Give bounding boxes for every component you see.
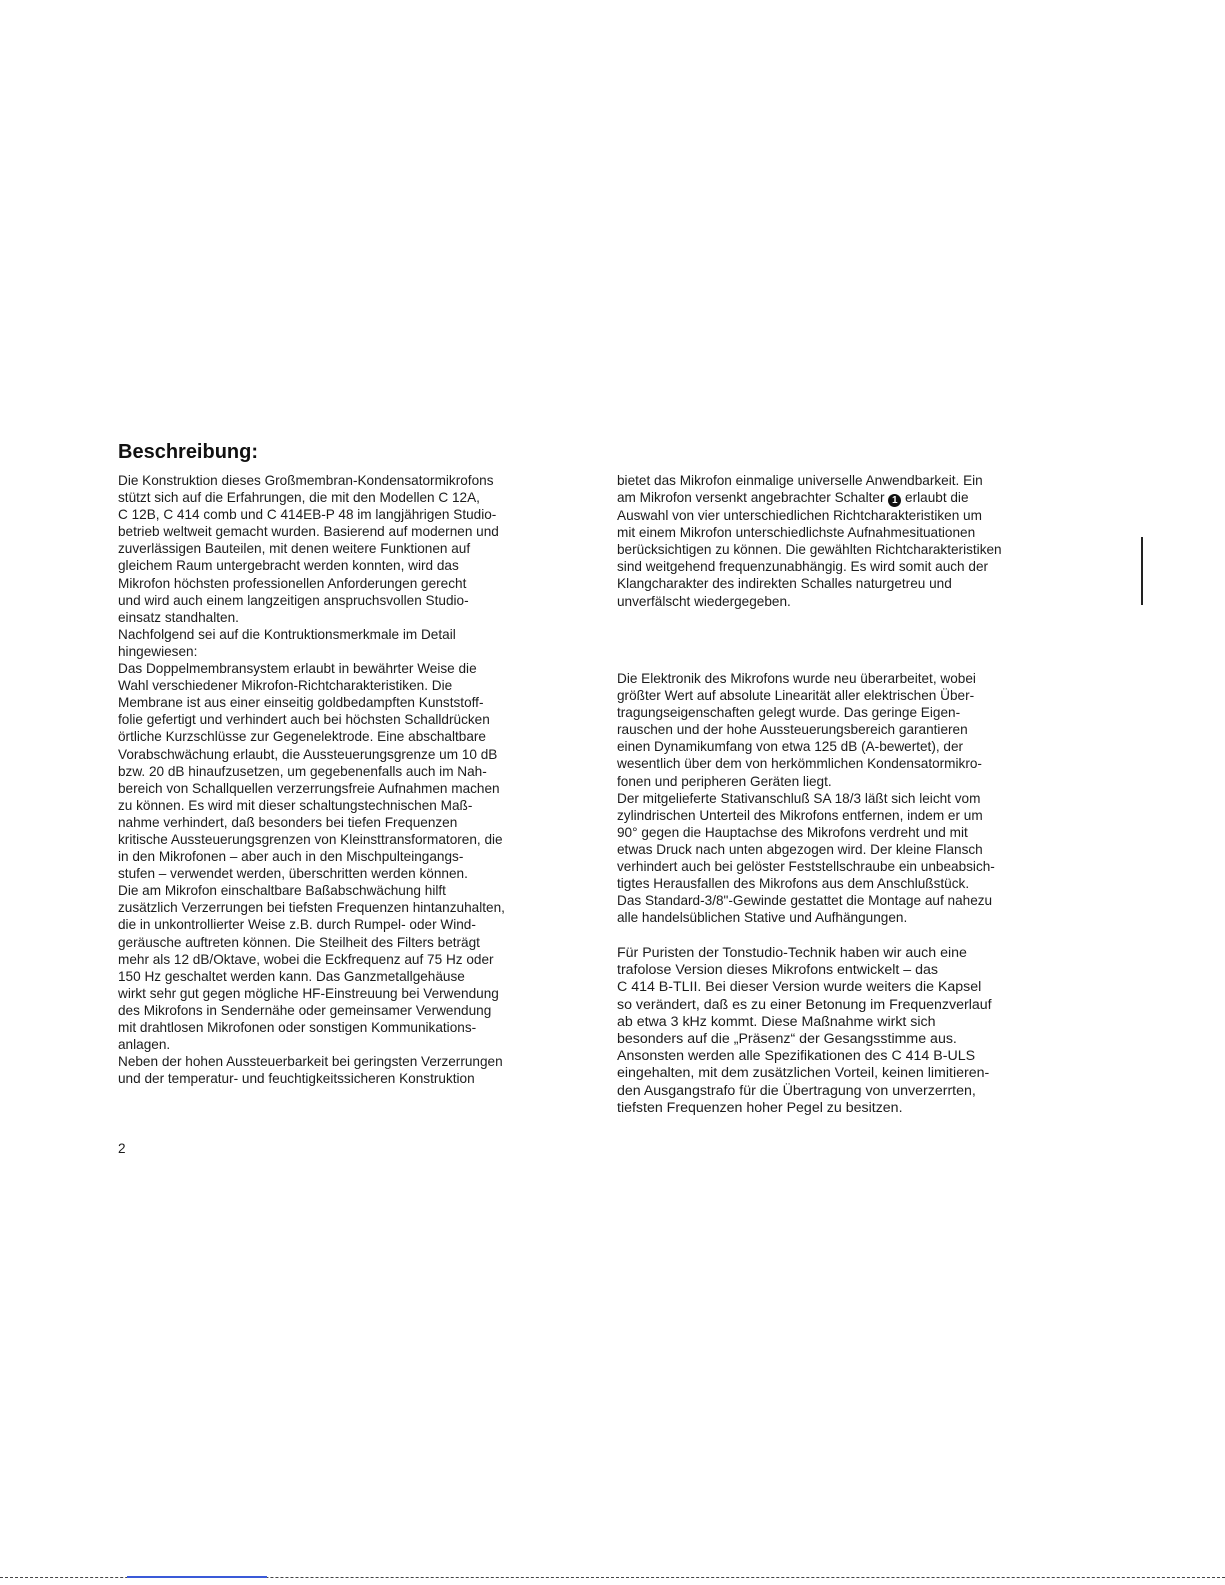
- text-line: Das Doppelmembransystem erlaubt in bewährter Weise die: [118, 661, 477, 677]
- text-line: C 12B, C 414 comb und C 414EB-P 48 im langjährigen Studio-: [118, 507, 497, 523]
- text-line: Klangcharakter des indirekten Schalles naturgetreu und: [617, 576, 952, 592]
- text-fragment: erlaubt die: [905, 490, 969, 506]
- text-line: gleichem Raum untergebracht werden konnten, wird das: [118, 558, 459, 574]
- text-line: Für Puristen der Tonstudio-Technik haben wir auch eine: [617, 945, 967, 961]
- text-line: kritische Aussteuerungsgrenzen von Kleinsttransformatoren, die: [118, 831, 503, 847]
- text-line: mehr als 12 dB/Oktave, wobei die Eckfrequenz auf 75 Hz oder: [118, 951, 494, 967]
- text-line: C 414 B-TLII. Bei dieser Version wurde weiters die Kapsel: [617, 979, 982, 996]
- text-line: tiefsten Frequenzen hoher Pegel zu besitzen.: [617, 1099, 903, 1116]
- text-line: stufen – verwendet werden, überschritten werden können.: [118, 866, 468, 882]
- text-line: bzw. 20 dB hinaufzusetzen, um gegebenenfalls auch im Nah-: [118, 763, 487, 779]
- text-line: sind weitgehend frequenzunabhängig. Es wird somit auch der: [617, 559, 989, 575]
- text-line: einsatz standhalten.: [118, 609, 239, 625]
- text-line: Die Konstruktion dieses Großmembran-Kondensatormikrofons: [118, 473, 494, 488]
- text-line: alle handelsüblichen Stative und Aufhängungen.: [617, 910, 908, 926]
- text-line: berücksichtigen zu können. Die gewählten Richtcharakteristiken: [617, 542, 1002, 558]
- right-column-paragraph-electronics: [617, 670, 1077, 926]
- text-line: fonen und peripheren Geräten liegt.: [617, 773, 832, 789]
- text-line: bereich von Schallquellen verzerrungsfreie Aufnahmen machen: [118, 780, 500, 796]
- text-line: Ansonsten werden alle Spezifikationen des C 414 B-ULS: [617, 1048, 976, 1065]
- text-line: zusätzlich Verzerrungen bei tiefsten Frequenzen hintanzuhalten,: [118, 900, 505, 916]
- text-line: Membrane ist aus einer einseitig goldbedampften Kunststoff-: [118, 695, 484, 711]
- text-line: örtliche Kurzschlüsse zur Gegenelektrode. Eine abschaltbare: [118, 729, 486, 745]
- section-heading: Beschreibung:: [118, 441, 259, 463]
- text-line: bietet das Mikrofon einmalige universelle Anwendbarkeit. Ein: [617, 473, 983, 488]
- text-line: Neben der hohen Aussteuerbarkeit bei geringsten Verzerrungen: [118, 1054, 503, 1070]
- text-line: einen Dynamikumfang von etwa 125 dB (A-bewertet), der: [617, 739, 964, 755]
- page-number: 2: [118, 1141, 126, 1156]
- text-line: tigtes Herausfallen des Mikrofons aus dem Anschlußstück.: [617, 876, 970, 892]
- text-line: und wird auch einem langzeitigen anspruchsvollen Studio-: [118, 592, 469, 608]
- text-line: zu können. Es wird mit dieser schaltungstechnischen Maß-: [118, 797, 473, 813]
- text-line: größter Wert auf absolute Linearität aller elektrischen Über-: [617, 688, 975, 704]
- text-line: Das Standard-3/8"-Gewinde gestattet die Montage auf nahezu: [617, 893, 993, 909]
- text-line: mit einem Mikrofon unterschiedlichste Aufnahmesituationen: [617, 525, 976, 541]
- text-line: Der mitgelieferte Stativanschluß SA 18/3 läßt sich leicht vom: [617, 790, 981, 806]
- text-line: rauschen und der hohe Aussteuerungsbereich garantieren: [617, 722, 968, 738]
- text-line: besonders auf die „Präsenz“ der Gesangsstimme aus.: [617, 1031, 957, 1048]
- switch-reference-marker: 1: [888, 494, 901, 507]
- text-line: und der temperatur- und feuchtigkeitssicheren Konstruktion: [118, 1071, 475, 1087]
- text-line: verhindert auch bei gelöster Feststellschraube ein unbeabsich-: [617, 859, 995, 875]
- text-line: etwas Druck nach unten abgezogen wird. Der kleine Flansch: [617, 841, 983, 857]
- text-line: so verändert, daß es zu einer Betonung im Frequenzverlauf: [617, 996, 992, 1013]
- text-line: eingehalten, mit dem zusätzlichen Vorteil, keinen limitieren-: [617, 1065, 990, 1082]
- text-fragment: am Mikrofon versenkt angebrachter Schalter: [617, 490, 885, 506]
- text-line: Die Elektronik des Mikrofons wurde neu überarbeitet, wobei: [617, 671, 976, 686]
- text-line: nahme verhindert, daß besonders bei tiefen Frequenzen: [118, 814, 458, 830]
- text-line: unverfälscht wiedergegeben.: [617, 593, 791, 609]
- text-line-with-marker: [617, 489, 1077, 507]
- text-line: geräusche auftreten können. Die Steilheit des Filters beträgt: [118, 934, 480, 950]
- text-line: zylindrischen Unterteil des Mikrofons entfernen, indem er um: [617, 807, 983, 823]
- text-line: trafolose Version dieses Mikrofons entwickelt – das: [617, 962, 938, 979]
- text-line: Wahl verschiedener Mikrofon-Richtcharakteristiken. Die: [118, 678, 453, 694]
- text-line: stützt sich auf die Erfahrungen, die mit den Modellen C 12A,: [118, 490, 480, 506]
- text-line: folie gefertigt und verhindert auch bei höchsten Schalldrücken: [118, 712, 490, 728]
- text-line: anlagen.: [118, 1037, 171, 1053]
- left-column: [118, 472, 578, 1087]
- text-line: Die am Mikrofon einschaltbare Baßabschwächung hilft: [118, 883, 446, 899]
- text-line: 150 Hz geschaltet werden kann. Das Ganzmetallgehäuse: [118, 968, 465, 984]
- text-line: Nachfolgend sei auf die Kontruktionsmerkmale im Detail: [118, 626, 456, 642]
- text-line: wesentlich über dem von herkömmlichen Kondensatormikro-: [617, 756, 982, 772]
- text-line: Mikrofon höchsten professionellen Anforderungen gerecht: [118, 575, 467, 591]
- text-line: 90° gegen die Hauptachse des Mikrofons verdreht und mit: [617, 824, 968, 840]
- right-column-paragraph-transformerless: [617, 945, 1077, 1117]
- text-line: des Mikrofons in Sendernähe oder gemeinsamer Verwendung: [118, 1002, 492, 1018]
- text-line: die in unkontrollierter Weise z.B. durch Rumpel- oder Wind-: [118, 917, 476, 933]
- right-column-paragraph-switch: [617, 472, 1077, 610]
- text-line: zuverlässigen Bauteilen, mit denen weitere Funktionen auf: [118, 541, 471, 557]
- text-line: ab etwa 3 kHz kommt. Diese Maßnahme wirkt sich: [617, 1013, 936, 1030]
- text-line: wirkt sehr gut gegen mögliche HF-Einstreuung bei Verwendung: [118, 985, 499, 1001]
- text-line: mit drahtlosen Mikrofonen oder sonstigen Kommunikations-: [118, 1020, 477, 1035]
- text-line: in den Mikrofonen – aber auch in den Mischpulteingangs-: [118, 849, 464, 865]
- text-line: hingewiesen:: [118, 643, 198, 659]
- scan-edge-mark: [127, 1576, 267, 1578]
- text-line: den Ausgangstrafo für die Übertragung von unverzerrten,: [617, 1082, 976, 1099]
- margin-change-bar: [1141, 537, 1143, 605]
- text-line: betrieb weltweit gemacht wurden. Basierend auf modernen und: [118, 524, 499, 540]
- text-line: Auswahl von vier unterschiedlichen Richtcharakteristiken um: [617, 508, 982, 524]
- text-line: Vorabschwächung erlaubt, die Aussteuerungsgrenze um 10 dB: [118, 746, 498, 762]
- text-line: tragungseigenschaften gelegt wurde. Das geringe Eigen-: [617, 705, 961, 721]
